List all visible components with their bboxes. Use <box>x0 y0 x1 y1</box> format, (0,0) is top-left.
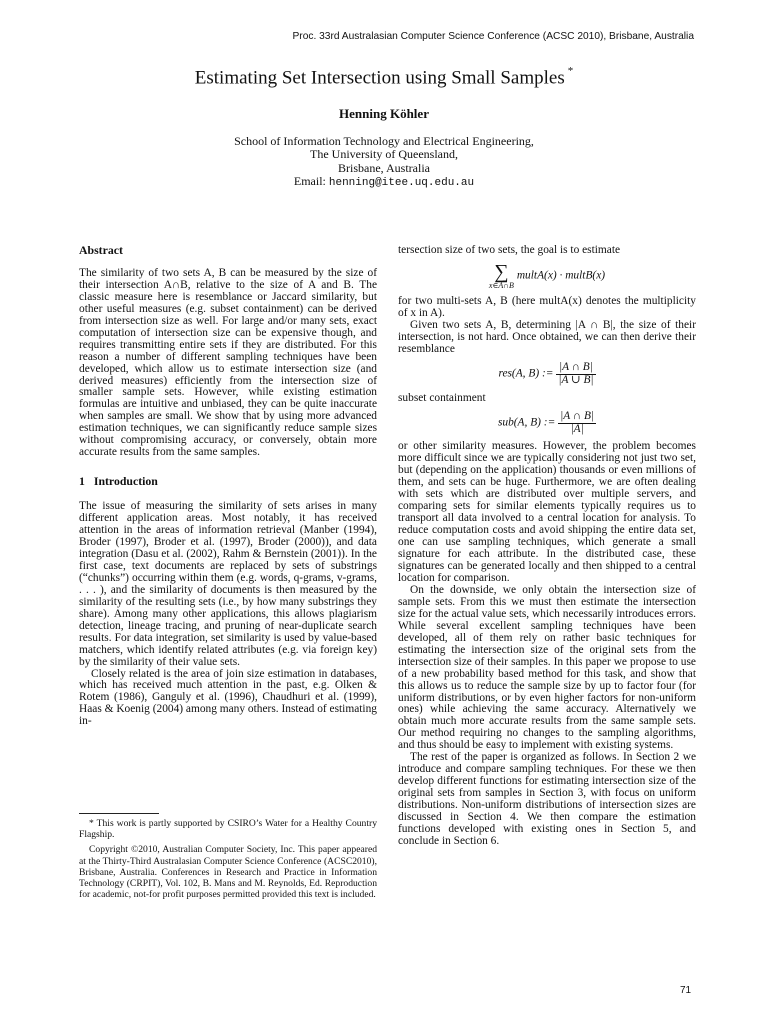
author-name: Henning Köhler <box>339 106 429 121</box>
equation-resemblance <box>398 362 696 387</box>
right-column <box>398 245 696 848</box>
sub-fraction <box>558 411 596 436</box>
email-label: Email: <box>293 174 329 189</box>
affiliation-line-2: The University of Queensland, <box>310 147 458 162</box>
title-text: Estimating Set Intersection using Small Samples <box>194 67 565 89</box>
abstract-text: The similarity of two sets A, B can be measured by the size of their intersection A∩B, relative to the size of A and B. The classic measure here is resemblance or Jaccard similarity, but other useful measures (e.g. subset containment) can be derived from intersection size as well. For large and/or many sets, exact computation of intersection size can be expensive though, and requires transmitting entire sets if they are distributed. For this reason a number of different sampling techniques have been developed, which allow us to estimate intersection size (and derived measures) efficiently from the intersection size of smaller sample sets. However, while existing estimation formulas are intuitive and unbiased, they can be quite inaccurate when samples are small. We show that by using more advanced estimation techniques, we can significantly reduce sample sizes without compromising accuracy, or conversely, obtain more accurate results from the same samples. <box>79 266 377 459</box>
sub-numerator: |A ∩ B| <box>560 409 595 422</box>
affiliation-email-line <box>0 175 768 190</box>
introduction-heading: 1 Introduction <box>79 474 158 489</box>
equation-sum-subscript: x∈A∩B <box>488 280 514 290</box>
affiliation-line-1: School of Information Technology and Electrical Engineering, <box>234 134 534 148</box>
abstract-heading: Abstract <box>79 243 123 257</box>
res-fraction <box>556 362 595 387</box>
affiliation <box>0 135 768 191</box>
res-denominator: |A ∪ B| <box>558 373 594 386</box>
subset-containment-label: subset containment <box>398 391 486 404</box>
sub-lhs: sub(A, B) := <box>497 416 556 429</box>
organization-paragraph: The rest of the paper is organized as follows. In Section 2 we introduce and compare sampling techniques. For these we then develop different functions for estimating intersection size of the original sets from samples in Section 3, with focus on uniform distributions. Non-uniform distributions of intersection sizes are discussed in Section 4. We then compare the estimation functions developed with existing ones in Section 5, and conclude in Section 6. <box>398 751 696 847</box>
sub-denominator: |A| <box>570 422 584 435</box>
title-footnote-mark: * <box>567 65 574 77</box>
given-sets-paragraph: Given two sets A, B, determining |A ∩ B|, the size of their intersection, is not hard. Once obtained, we can then derive their resemblance <box>398 318 696 355</box>
downside-paragraph: On the downside, we only obtain the intersection size of sample sets. From this we must then estimate the intersection size for the actual value sets, which necessarily introduces errors. While several excellent sampling techniques have been developed, all of them rely on rather basic techniques for estimating the intersection size of the original sets from the intersection size of their samples. In this paper we propose to use of a new probability based method for this task, and show that this allows us to reduce the sample size by up to factor four (for uniform distributions, or by even higher factors for non-uniform ones) while achieving the same accuracy. Alternatively we obtain much more accurate results from the same sample sets. Our method requiring no changes to the sampling algorithms, and thus should be easy to implement with existing systems. <box>398 583 696 752</box>
running-header: Proc. 33rd Australasian Computer Science Conference (ACSC 2010), Brisbane, Australia <box>292 31 694 42</box>
after-equation-text: for two multi-sets A, B (here multA(x) denotes the multiplicity of x in A). <box>398 294 696 319</box>
intro-paragraph-1: The issue of measuring the similarity of sets arises in many different application areas. Most notably, it has received attention in the areas of information retrieval (Manber (1994), Broder (1997), Broder et al. (1997), Broder (2000)), and data integration (Dasu et al. (2002), Rahm & Bernstein (2001)). In the first case, text documents are replaced by sets of substrings (“chunks”) occurring within them (e.g. words, q-grams, v-grams, . . . ), and the similarity of documents is then measured by the similarity of the resulting sets (i.e., by how many substrings they share). Among many other applications, this allows plagiarism detection, lineage tracing, and pruning of near-duplicate search results. For data integration, set similarity is used by value-based matchers, which identify related attributes (e.g. via foreign key) by the similarity of their value sets. <box>79 500 377 668</box>
equation-sum: ∑ x∈A∩B multA(x) · multB(x) <box>488 260 606 290</box>
right-lead-text: tersection size of two sets, the goal is to estimate <box>398 244 621 256</box>
res-numerator: |A ∩ B| <box>556 362 595 375</box>
left-column <box>79 245 377 728</box>
similarity-measures-paragraph: or other similarity measures. However, the problem becomes more difficult since we are typically considering not just two set, but (depending on the application) thousands or even millions of them, and sets can be huge. Furthermore, we are often dealing with sets which are distributed over multiple servers, and comparing sets for similar elements typically requires us to transport all data involved to a central location for analysis. To reduce computation costs and avoid shipping the entire data set, one can use sampling techniques, which generate a small signature for each attribute. In the distributed case, these signatures can be generated locally and then shipped to a central location for comparison. <box>398 440 696 584</box>
footnotes <box>79 818 377 900</box>
email-address: henning@itee.uq.edu.au <box>328 177 475 190</box>
page-number: 71 <box>680 985 692 996</box>
footnote-copyright: Copyright ©2010, Australian Computer Society, Inc. This paper appeared at the Thirty-Third Australasian Computer Science Conference (ACSC2010), Brisbane, Australia. Conferences in Research and Practice in Information Technology (CRPIT), Vol. 102, B. Mans and M. Reynolds, Ed. Reproduction for academic, not-for profit purposes permitted provided this text is included. <box>79 844 377 901</box>
equation-sum-body: multA(x) · multB(x) <box>516 269 606 282</box>
footnote-funding: * This work is partly supported by CSIRO’s Water for a Healthy Country Flagship. <box>79 818 377 841</box>
paper-title <box>0 67 768 89</box>
equation-subset <box>398 411 696 436</box>
intro-paragraph-2: Closely related is the area of join size estimation in databases, which has received much attention in the past, e.g. Olken & Rotem (1986), Ganguly et al. (1996), Chaudhuri et al. (1999), Haas & Koenig (2004) among many others. Instead of estimating in- <box>79 667 377 728</box>
affiliation-line-3: Brisbane, Australia <box>338 160 430 175</box>
res-lhs: res(A, B) := <box>498 367 554 380</box>
footnote-rule <box>79 813 159 814</box>
